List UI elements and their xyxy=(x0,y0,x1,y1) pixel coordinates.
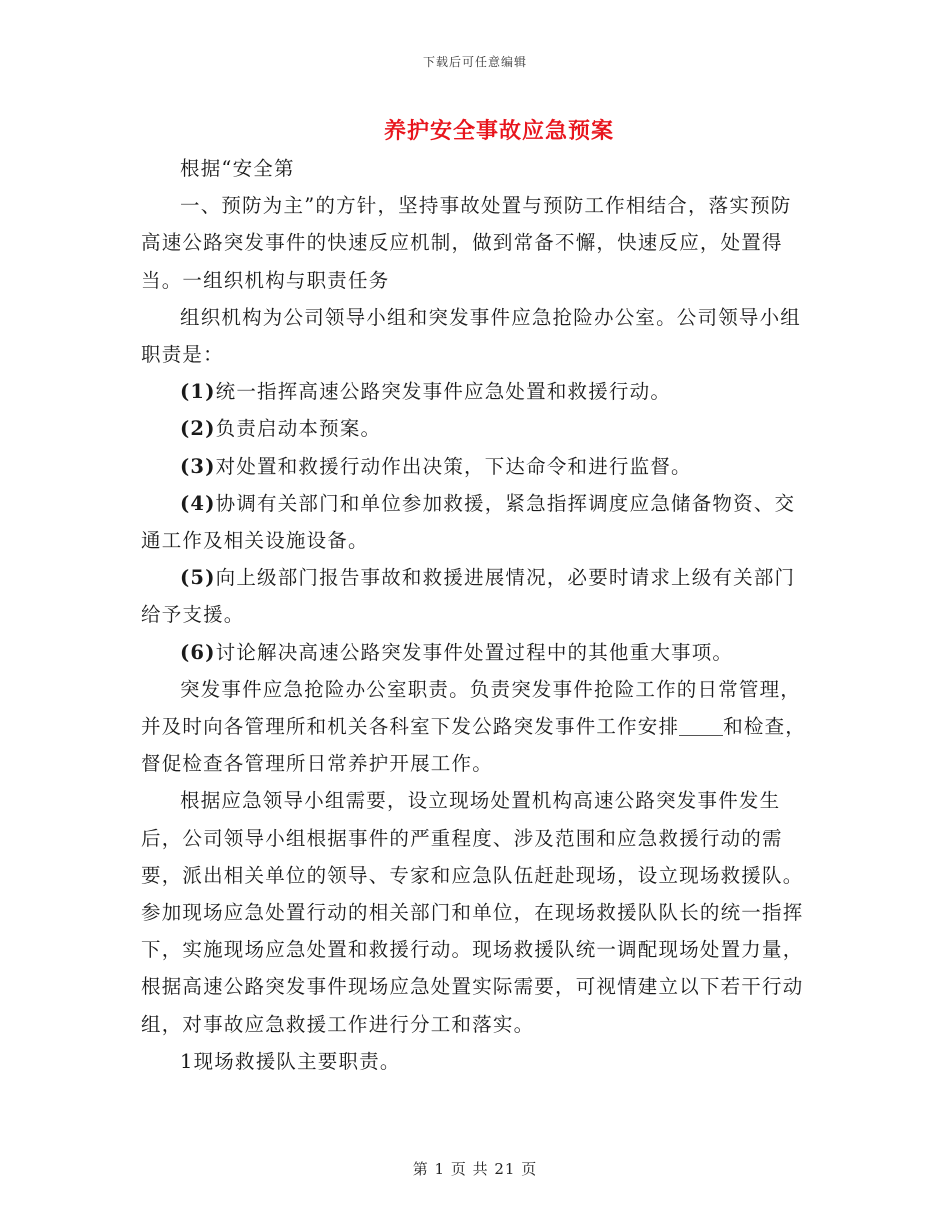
paragraph: 一、预防为主”的方针，坚持事故处置与预防工作相结合，落实预防高速公路突发事件的快速反应机制，做到常备不懈，快速反应，处置得当。一组织机构与职责任务 xyxy=(141,194,792,292)
list-item-text: 负责启动本预案。 xyxy=(215,417,382,441)
list-item xyxy=(141,559,806,633)
paragraph-text: 和检查，督促检查各管理所日常养护开展工作。 xyxy=(141,715,807,776)
paragraph: 组织机构为公司领导小组和突发事件应急抢险办公室。公司领导小组职责是： xyxy=(141,305,802,367)
list-item xyxy=(141,448,806,485)
list-item-text: 讨论解决高速公路突发事件处置过程中的其他重大事项。 xyxy=(215,640,734,664)
list-item-number: (4) xyxy=(180,491,216,515)
list-item-number: (5) xyxy=(180,566,216,590)
page-footer: 第 1 页 共 21 页 xyxy=(412,1160,538,1178)
header-note: 下载后可任意编辑 xyxy=(422,55,527,69)
list-item-text: 统一指挥高速公路突发事件应急处置和救援行动。 xyxy=(215,380,672,404)
list-item xyxy=(141,410,806,447)
paragraph-text: 突发事件应急抢险办公室职责。负责突发事件抢险工作的日常管理，并及时向各管理所和机关各科室下发公路突发事件工作安排 xyxy=(141,677,802,739)
blank-underline xyxy=(679,716,723,737)
list-item-text: 协调有关部门和单位参加救援，紧急指挥调度应急储备物资、交通工作及相关设施设备。 xyxy=(141,491,796,553)
paragraph: 根据“安全第 xyxy=(180,157,295,180)
list-item-number: (3) xyxy=(180,454,216,478)
list-item-text: 对处置和救援行动作出决策，下达命令和进行监督。 xyxy=(215,454,692,478)
document-body xyxy=(141,150,806,1080)
list-item xyxy=(141,373,806,410)
paragraph xyxy=(141,671,806,783)
list-item-number: (6) xyxy=(180,640,216,664)
list-item-text: 向上级部门报告事故和救援进展情况，必要时请求上级有关部门给予支援。 xyxy=(141,566,796,627)
list-item-number: (1) xyxy=(180,380,216,404)
document-title: 养护安全事故应急预案 xyxy=(383,118,614,144)
list-item-number: (2) xyxy=(180,417,216,441)
list-item xyxy=(141,634,806,671)
paragraph: 1现场救援队主要职责。 xyxy=(180,1049,401,1073)
paragraph: 根据应急领导小组需要，设立现场处置机构高速公路突发事件发生后，公司领导小组根据事件的严重程度、涉及范围和应急救援行动的需要，派出相关单位的领导、专家和应急队伍赶赴现场，设立现场救援队。参加现场应急处置行动的相关部门和单位，在现场救援队队长的统一指挥下，实施现场应急处置和救援行动。现场救援队统一调配现场处置力量，根据高速公路突发事件现场应急处置实际需要，可视情建立以下若干行动组，对事故应急救援工作进行分工和落实。 xyxy=(141,789,804,1036)
list-item xyxy=(141,485,806,559)
